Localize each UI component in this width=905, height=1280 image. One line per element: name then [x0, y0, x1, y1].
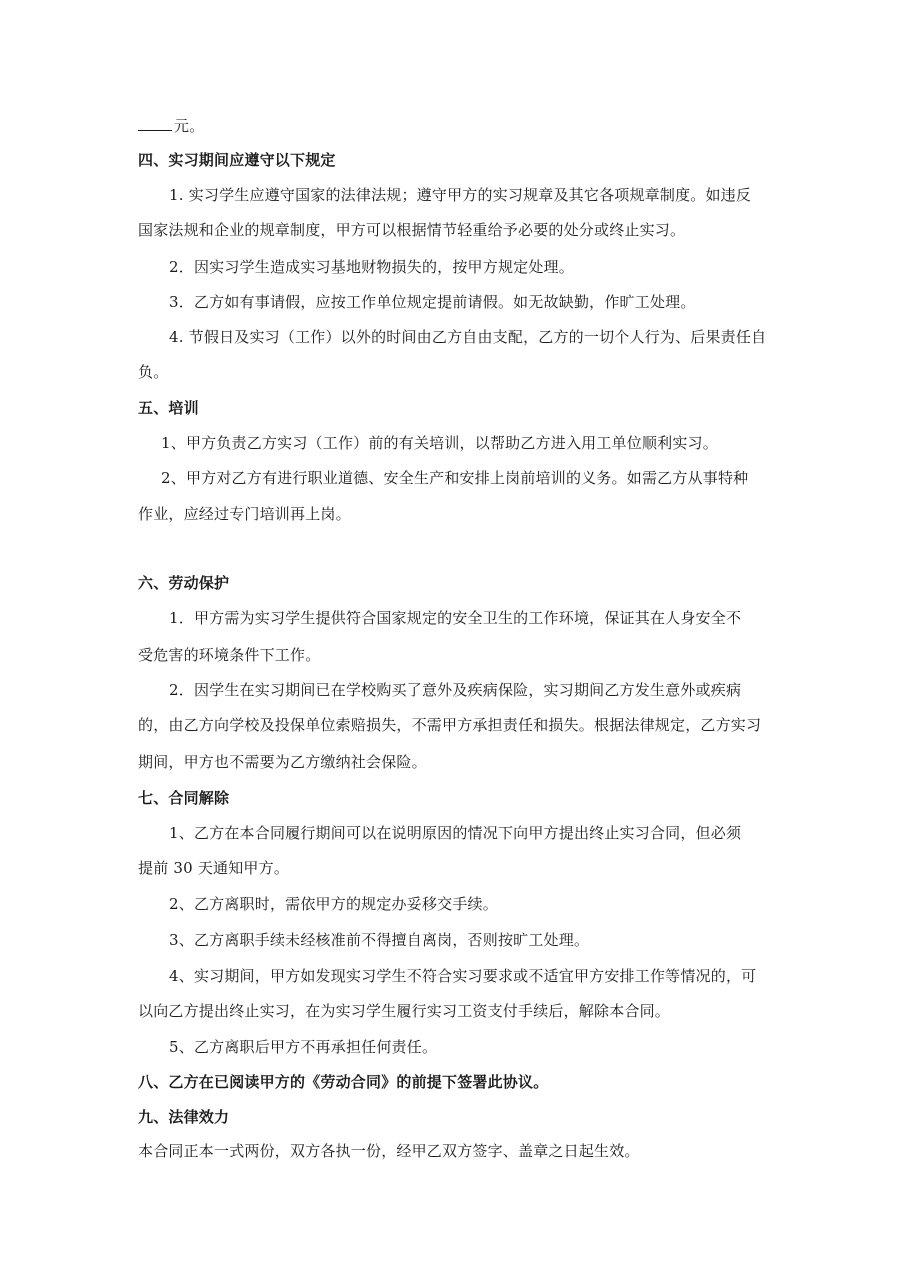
section-7-para-4-line-1: 4、实习期间，甲方如发现实习学生不符合实习要求或不适宜甲方安排工作等情况的，可 — [169, 967, 757, 985]
section-7-para-5: 5、乙方离职后甲方不再承担任何责任。 — [169, 1038, 438, 1056]
section-9-heading: 九、法律效力 — [138, 1108, 230, 1126]
section-6-para-1-line-2: 受危害的环境条件下工作。 — [138, 646, 321, 664]
section-4-para-4-line-1: 4. 节假日及实习（工作）以外的时间由乙方自由支配，乙方的一切个人行为、后果责任自 — [169, 328, 767, 346]
amount-line — [138, 116, 204, 136]
section-7-para-1-line-2: 提前 30 天通知甲方。 — [138, 859, 290, 877]
section-4-para-1-line-2: 国家法规和企业的规章制度，甲方可以根据情节轻重给予必要的处分或终止实习。 — [138, 221, 686, 239]
section-7-para-1-line-1: 1、乙方在本合同履行期间可以在说明原因的情况下向甲方提出终止实习合同，但必须 — [169, 824, 742, 842]
section-4-para-4-line-2: 负。 — [138, 363, 169, 381]
section-6-para-2-line-2: 的，由乙方向学校及投保单位索赔损失，不需甲方承担责任和损失。根据法律规定，乙方实习 — [138, 716, 762, 734]
amount-unit: 元。 — [174, 117, 205, 135]
section-4-para-3: 3．乙方如有事请假，应按工作单位规定提前请假。如无故缺勤，作旷工处理。 — [169, 293, 696, 311]
section-7-heading: 七、合同解除 — [138, 789, 230, 807]
section-5-para-2-line-1: 2、甲方对乙方有进行职业道德、安全生产和安排上岗前培训的义务。如需乙方从事特种 — [161, 469, 749, 487]
section-4-para-1-line-1: 1. 实习学生应遵守国家的法律法规；遵守甲方的实习规章及其它各项规章制度。如违反 — [169, 186, 752, 204]
section-6-heading: 六、劳动保护 — [138, 574, 230, 592]
amount-blank — [138, 116, 172, 131]
section-5-para-2-line-2: 作业，应经过专门培训再上岗。 — [138, 505, 351, 523]
section-4-para-2: 2．因实习学生造成实习基地财物损失的，按甲方规定处理。 — [169, 258, 574, 276]
section-4-heading: 四、实习期间应遵守以下规定 — [138, 151, 336, 169]
section-7-para-4-line-2: 以向乙方提出终止实习，在为实习学生履行实习工资支付手续后，解除本合同。 — [138, 1002, 671, 1020]
section-7-para-2: 2、乙方离职时，需依甲方的规定办妥移交手续。 — [169, 895, 498, 913]
section-7-para-3: 3、乙方离职手续未经核准前不得擅自离岗，否则按旷工处理。 — [169, 931, 590, 949]
section-6-para-2-line-1: 2．因学生在实习期间已在学校购买了意外及疾病保险，实习期间乙方发生意外或疾病 — [169, 681, 742, 699]
section-9-para-1: 本合同正本一式两份，双方各执一份，经甲乙双方签字、盖章之日起生效。 — [138, 1142, 640, 1160]
section-5-heading: 五、培训 — [138, 399, 199, 417]
section-6-para-2-line-3: 期间，甲方也不需要为乙方缴纳社会保险。 — [138, 753, 427, 771]
section-8-heading: 八、乙方在已阅读甲方的《劳动合同》的前提下签署此协议。 — [138, 1073, 549, 1091]
section-5-para-1: 1、甲方负责乙方实习（工作）前的有关培训，以帮助乙方进入用工单位顺利实习。 — [161, 434, 718, 452]
section-6-para-1-line-1: 1．甲方需为实习学生提供符合国家规定的安全卫生的工作环境，保证其在人身安全不 — [169, 609, 742, 627]
